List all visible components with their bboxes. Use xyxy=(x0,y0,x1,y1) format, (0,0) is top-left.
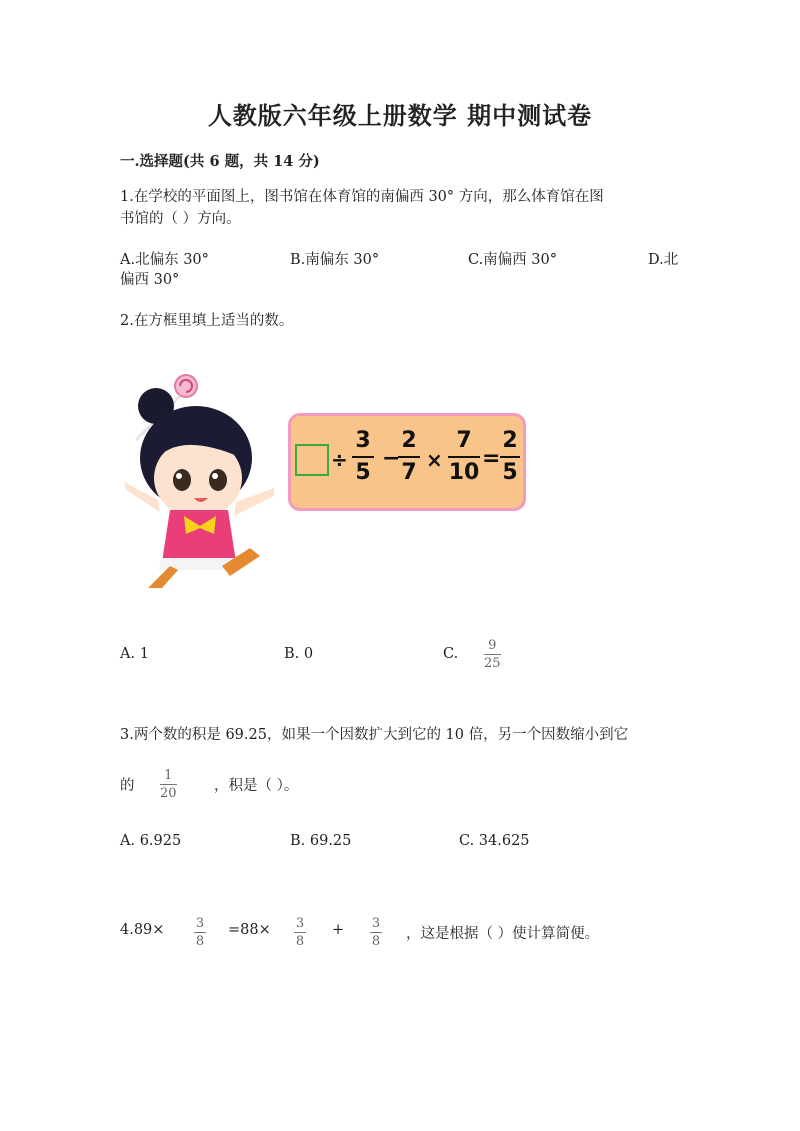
q2-option-c-fraction xyxy=(484,638,501,671)
section-heading-choice: 一.选择题(共 6 题，共 14 分) xyxy=(120,153,320,170)
fraction-numerator: 2 xyxy=(401,428,417,453)
fraction-denominator: 8 xyxy=(195,934,205,949)
q4-fraction-1 xyxy=(194,916,206,949)
question-1-line1: 1.在学校的平面图上，图书馆在体育馆的南偏西 30° 方向，那么体育馆在图 xyxy=(120,189,604,205)
fraction-bar xyxy=(398,456,420,458)
q3-fraction xyxy=(160,768,177,801)
fraction-denominator: 5 xyxy=(502,460,518,485)
question-4-mid: =88× xyxy=(228,922,271,938)
fraction-numerator: 9 xyxy=(488,638,497,653)
q2-option-a: A. 1 xyxy=(120,646,149,662)
q1-option-c: C.南偏西 30° xyxy=(468,252,557,268)
q3-option-c: C. 34.625 xyxy=(459,833,530,849)
fraction-numerator: 3 xyxy=(371,916,381,931)
fraction-numerator: 7 xyxy=(456,428,472,453)
q1-option-d-wrap: 偏西 30° xyxy=(120,272,180,288)
fraction-7-10 xyxy=(448,428,480,486)
q1-option-a: A.北偏东 30° xyxy=(120,252,209,268)
question-2: 2.在方框里填上适当的数。 xyxy=(120,313,294,329)
fraction-denominator: 10 xyxy=(448,460,480,485)
fraction-3-5 xyxy=(352,428,374,486)
question-1-line2: 书馆的（ ）方向。 xyxy=(120,211,241,227)
fraction-bar xyxy=(448,456,480,458)
plus-sign: + xyxy=(332,922,345,938)
fraction-denominator: 8 xyxy=(371,934,381,949)
equals-sign: = xyxy=(482,446,501,471)
fraction-bar xyxy=(160,784,177,785)
multiply-sign: × xyxy=(426,448,443,472)
question-1 xyxy=(120,186,680,230)
fraction-bar xyxy=(352,456,374,458)
fraction-denominator: 25 xyxy=(484,656,501,671)
question-4-post: ，这是根据（ ）使计算简便。 xyxy=(406,926,600,942)
fraction-bar xyxy=(500,456,520,458)
fraction-denominator: 5 xyxy=(355,460,371,485)
question-3-line2-pre: 的 xyxy=(120,778,135,794)
page-title: 人教版六年级上册数学 期中测试卷 xyxy=(207,101,593,130)
q2-option-b: B. 0 xyxy=(284,646,314,662)
question-3-line2-post: ，积是（ ）。 xyxy=(214,778,299,794)
q1-option-d: D.北 xyxy=(648,252,679,268)
fraction-bar xyxy=(484,654,501,655)
minus-sign: − xyxy=(382,446,401,471)
q4-fraction-3 xyxy=(370,916,382,949)
q3-option-b: B. 69.25 xyxy=(290,833,352,849)
fraction-denominator: 8 xyxy=(295,934,305,949)
fraction-denominator: 7 xyxy=(401,460,417,485)
fraction-denominator: 20 xyxy=(160,786,177,801)
fraction-bar xyxy=(370,932,382,933)
fraction-numerator: 2 xyxy=(502,428,518,453)
fraction-bar xyxy=(194,932,206,933)
question-4-pre: 4.89× xyxy=(120,922,165,938)
question-3-line1: 3.两个数的积是 69.25，如果一个因数扩大到它的 10 倍，另一个因数缩小到它 xyxy=(120,727,629,743)
division-sign: ÷ xyxy=(331,448,348,472)
q3-option-a: A. 6.925 xyxy=(120,833,182,849)
q2-option-c: C. xyxy=(443,646,459,662)
q4-fraction-2 xyxy=(294,916,306,949)
fraction-2-5 xyxy=(500,428,520,486)
fraction-numerator: 3 xyxy=(295,916,305,931)
cartoon-girl-illustration xyxy=(118,370,278,590)
fraction-numerator: 1 xyxy=(164,768,173,783)
fraction-numerator: 3 xyxy=(355,428,371,453)
answer-blank-box[interactable] xyxy=(295,444,329,476)
fraction-2-7 xyxy=(398,428,420,486)
fraction-bar xyxy=(294,932,306,933)
q1-option-b: B.南偏东 30° xyxy=(290,252,380,268)
fraction-numerator: 3 xyxy=(195,916,205,931)
